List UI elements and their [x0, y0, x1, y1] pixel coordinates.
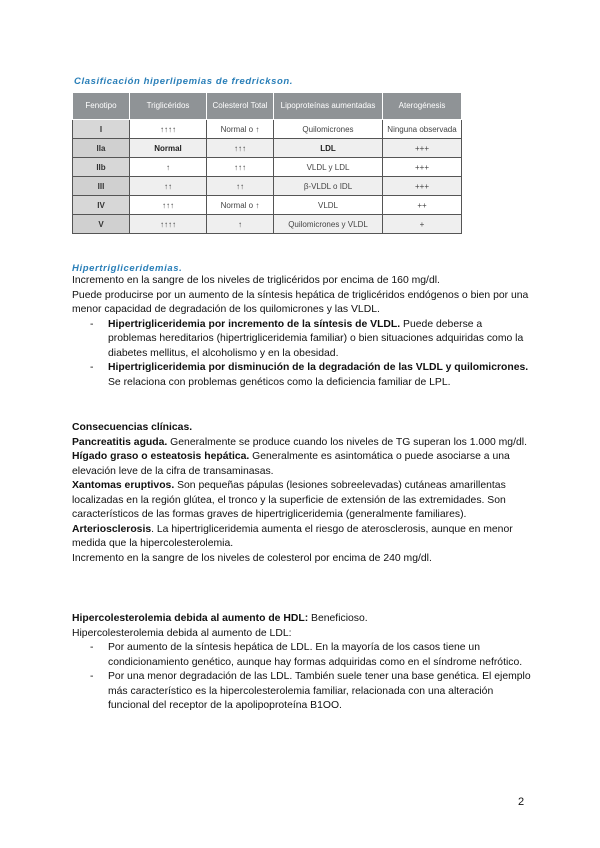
term-text: Generalmente es asintomática o puede asociarse a una elevación leve de la cifra de transaminasas.: [72, 451, 510, 477]
table-cell: Normal o ↑: [207, 120, 274, 139]
table-cell: ++: [383, 196, 462, 215]
paragraph: Incremento en la sangre de los niveles de colesterol por encima de 240 mg/dl.: [72, 552, 432, 564]
table-cell: ↑↑↑↑: [130, 120, 207, 139]
table-cell: +++: [383, 139, 462, 158]
section-heading-consecuencias: Consecuencias clínicas.: [72, 422, 193, 433]
paragraph: [72, 612, 532, 627]
table-cell: III: [73, 177, 130, 196]
hipertrigliceridemias-section: [72, 274, 532, 390]
table-cell: ↑↑: [130, 177, 207, 196]
table-cell: β-VLDL o IDL: [274, 177, 383, 196]
bullet-bold: Hipertrigliceridemia por disminución de la degradación de las VLDL y quilomicrones.: [108, 362, 529, 373]
header-cell: Colesterol Total: [207, 93, 274, 120]
table-cell: +++: [383, 158, 462, 177]
term-bold: Hígado graso o esteatosis hepática.: [72, 451, 250, 462]
table-cell: ↑↑↑: [130, 196, 207, 215]
bullet-text: Por una menor degradación de las LDL. También suele tener una base genética. El ejemplo más característico es la hipercolesterolemia familiar, relacionada con una alteración funcional del receptor de la apolipoproteína B1OO.: [108, 671, 531, 711]
table-row: [73, 196, 462, 215]
table-cell: Quilomicrones: [274, 120, 383, 139]
table-cell: ↑↑: [207, 177, 274, 196]
term-bold: Arteriosclerosis: [72, 523, 152, 535]
paragraph: [72, 450, 532, 479]
paragraph: Puede producirse por un aumento de la síntesis hepática de triglicéridos endógenos o bien por una menor capacidad de degradación de los quilomicrones y las VLDL.: [72, 289, 529, 315]
table-cell: I: [73, 120, 130, 139]
term-bold: Pancreatitis aguda.: [72, 436, 168, 448]
term-text: Generalmente se produce cuando los niveles de TG superan los 1.000 mg/dl.: [167, 436, 527, 448]
table-row: [73, 177, 462, 196]
bullet-item: [72, 361, 532, 390]
bullet-item: [72, 641, 532, 670]
table-row: [73, 215, 462, 234]
paragraph: Hipercolesterolemia debida al aumento de LDL:: [72, 627, 292, 639]
table-cell: IV: [73, 196, 130, 215]
term-text: Beneficioso.: [308, 613, 368, 624]
bullet-text: Se relaciona con problemas genéticos como la deficiencia familiar de LPL.: [108, 376, 451, 388]
table-cell: IIa: [73, 139, 130, 158]
table-cell: +: [383, 215, 462, 234]
term-bold: Hipercolesterolemia debida al aumento de HDL:: [72, 613, 309, 624]
table-caption: Clasificación hiperlipemias de fredrickson.: [74, 76, 294, 87]
bullet-text: Por aumento de la síntesis hepática de LDL. En la mayoría de los casos tiene un condicionamiento genético, aunque hay formas adquiridas como en el síndrome nefrótico.: [108, 642, 523, 668]
table-cell: ↑↑↑↑: [130, 215, 207, 234]
table-header-row: [73, 93, 462, 120]
term-text: Son pequeñas pápulas (lesiones sobreelevadas) cutáneas amarillentas localizadas en la región glútea, el tronco y la superficie de extensión de las extremidades. Son característicos de las formas graves de hipertrigliceridemia (generalmente familiares).: [72, 480, 506, 520]
header-cell: Lipoproteínas aumentadas: [274, 93, 383, 120]
bullet-text: Puede deberse a problemas hereditarios (hipertrigliceridemia familiar) o bien situaciones adquiridas como la diabetes mellitus, el alcoholismo y en la obesidad.: [108, 318, 524, 359]
bullet-dash: -: [90, 318, 94, 330]
table-cell: +++: [383, 177, 462, 196]
table-cell: Quilomicrones y VLDL: [274, 215, 383, 234]
table-cell: Normal: [130, 139, 207, 158]
bullet-item: [72, 670, 532, 714]
table-cell: V: [73, 215, 130, 234]
bullet-dash: -: [90, 642, 94, 653]
header-cell: Aterogénesis: [383, 93, 462, 120]
table-cell: ↑↑↑: [207, 158, 274, 177]
table-cell: Normal o ↑: [207, 196, 274, 215]
header-cell: Fenotipo: [73, 93, 130, 120]
term-bold: Xantomas eruptivos.: [72, 480, 175, 491]
bullet-bold: Hipertrigliceridemia por incremento de la síntesis de VLDL.: [108, 318, 401, 330]
table-cell: ↑↑↑: [207, 139, 274, 158]
paragraph: [72, 436, 532, 451]
table-cell: LDL: [274, 139, 383, 158]
term-text: . La hipertrigliceridemia aumenta el riesgo de aterosclerosis, aunque en menor medida que la hipercolesterolemia.: [72, 523, 513, 549]
page-number: 2: [518, 796, 525, 808]
table-cell: ↑: [130, 158, 207, 177]
table-row: [73, 139, 462, 158]
table-cell: VLDL y LDL: [274, 158, 383, 177]
bullet-item: [72, 318, 532, 362]
bullet-dash: -: [90, 671, 94, 682]
table-row: [73, 120, 462, 139]
table-cell: ↑: [207, 215, 274, 234]
bullet-dash: -: [90, 362, 94, 373]
table-cell: VLDL: [274, 196, 383, 215]
fredrickson-table: [72, 92, 462, 234]
table-row: [73, 158, 462, 177]
table-cell: Ninguna observada: [383, 120, 462, 139]
consecuencias-section: [72, 421, 532, 566]
table-cell: IIb: [73, 158, 130, 177]
paragraph: Incremento en la sangre de los niveles de triglicéridos por encima de 160 mg/dl.: [72, 275, 440, 286]
paragraph: [72, 479, 532, 523]
section-heading-hipertrigliceridemias: Hipertrigliceridemias.: [72, 263, 183, 274]
hipercolesterolemia-section: [72, 612, 532, 714]
header-cell: Triglicéridos: [130, 93, 207, 120]
paragraph: [72, 523, 532, 552]
